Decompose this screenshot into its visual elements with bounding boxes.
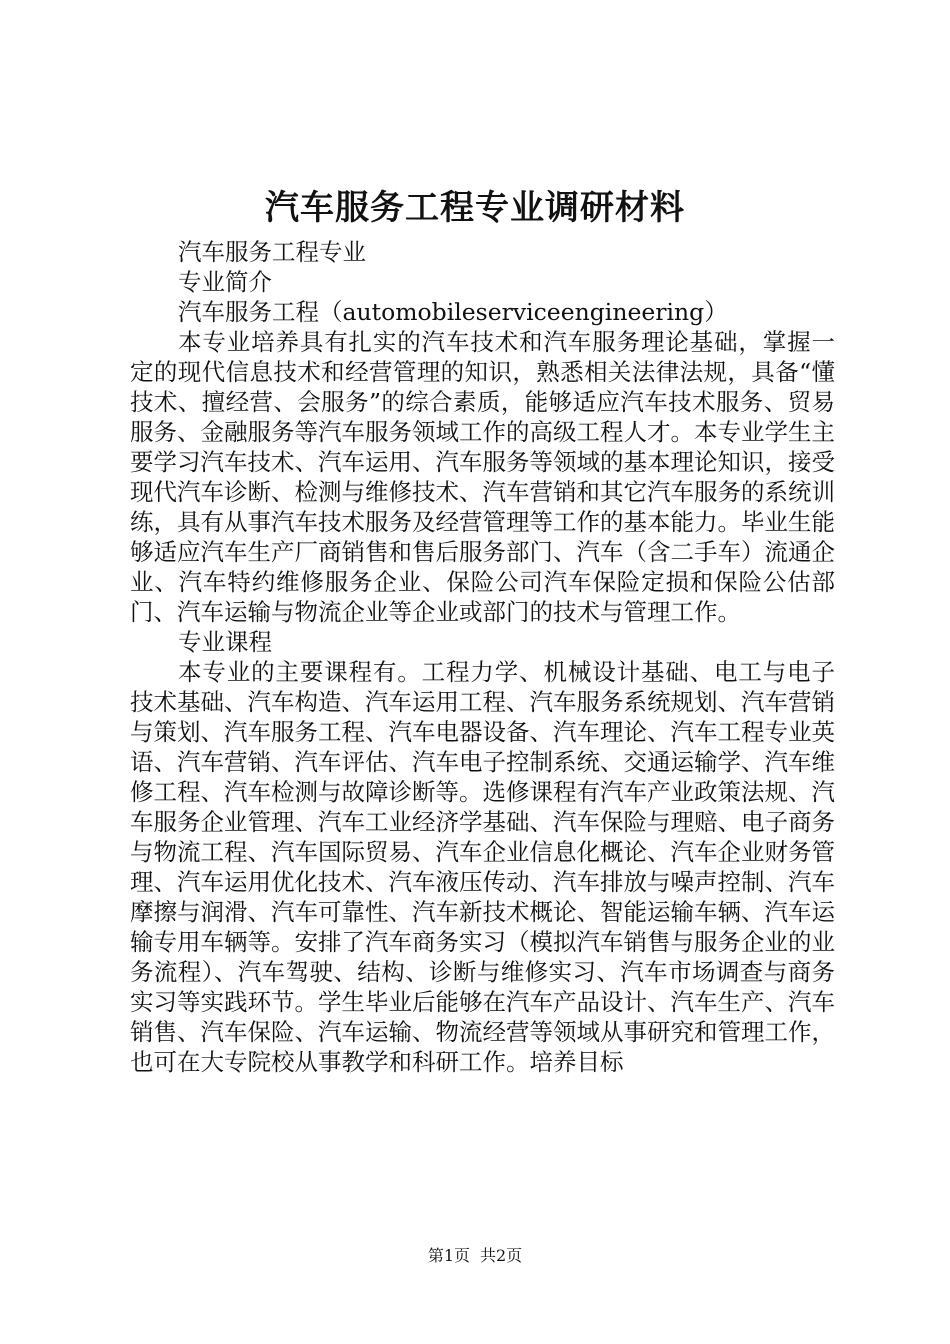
paragraph-heading-courses: 专业课程 [178, 628, 272, 656]
paragraph-intro-body: 本专业培养具有扎实的汽车技术和汽车服务理论基础，掌握一定的现代信息技术和经营管理的知识，熟悉相关法律法规，具备“懂技术、擅经营、会服务”的综合素质，能够适应汽车技术服务、贸易服务、金融服务等汽车服务领域工作的高级工程人才。本专业学生主要学习汽车技术、汽车运用、汽车服务等领域的基本理论知识，接受现代汽车诊断、检测与维修技术、汽车营销和其它汽车服务的系统训练，具有从事汽车技术服务及经营管理等工作的基本能力。毕业生能够适应汽车生产厂商销售和售后服务部门、汽车（含二手车）流通企业、汽车特约维修服务企业、保险公司汽车保险定损和保险公估部门、汽车运输与物流企业等企业或部门的技术与管理工作。 [130, 328, 835, 626]
paragraph-heading-major: 汽车服务工程专业 [178, 238, 366, 266]
document-title: 汽车服务工程专业调研材料 [265, 188, 685, 228]
page-total: 共2页 [480, 1246, 523, 1265]
page-number: 第1页 [427, 1246, 470, 1265]
page-footer [0, 1244, 950, 1268]
paragraph-heading-intro: 专业简介 [178, 268, 272, 296]
paragraph-courses-body: 本专业的主要课程有。工程力学、机械设计基础、电工与电子技术基础、汽车构造、汽车运用工程、汽车服务系统规划、汽车营销与策划、汽车服务工程、汽车电器设备、汽车理论、汽车工程专业英语、汽车营销、汽车评估、汽车电子控制系统、交通运输学、汽车维修工程、汽车检测与故障诊断等。选修课程有汽车产业政策法规、汽车服务企业管理、汽车工业经济学基础、汽车保险与理赔、电子商务与物流工程、汽车国际贸易、汽车企业信息化概论、汽车企业财务管理、汽车运用优化技术、汽车液压传动、汽车排放与噪声控制、汽车摩擦与润滑、汽车可靠性、汽车新技术概论、智能运输车辆、汽车运输专用车辆等。安排了汽车商务实习（模拟汽车销售与服务企业的业务流程）、汽车驾驶、结构、诊断与维修实习、汽车市场调查与商务实习等实践环节。学生毕业后能够在汽车产品设计、汽车生产、汽车销售、汽车保险、汽车运输、物流经营等领域从事研究和管理工作，也可在大专院校从事教学和科研工作。培养目标 [130, 658, 835, 1076]
document-body [130, 237, 835, 1077]
paragraph-major-english-name: 汽车服务工程（automobileserviceengineering） [178, 298, 728, 326]
